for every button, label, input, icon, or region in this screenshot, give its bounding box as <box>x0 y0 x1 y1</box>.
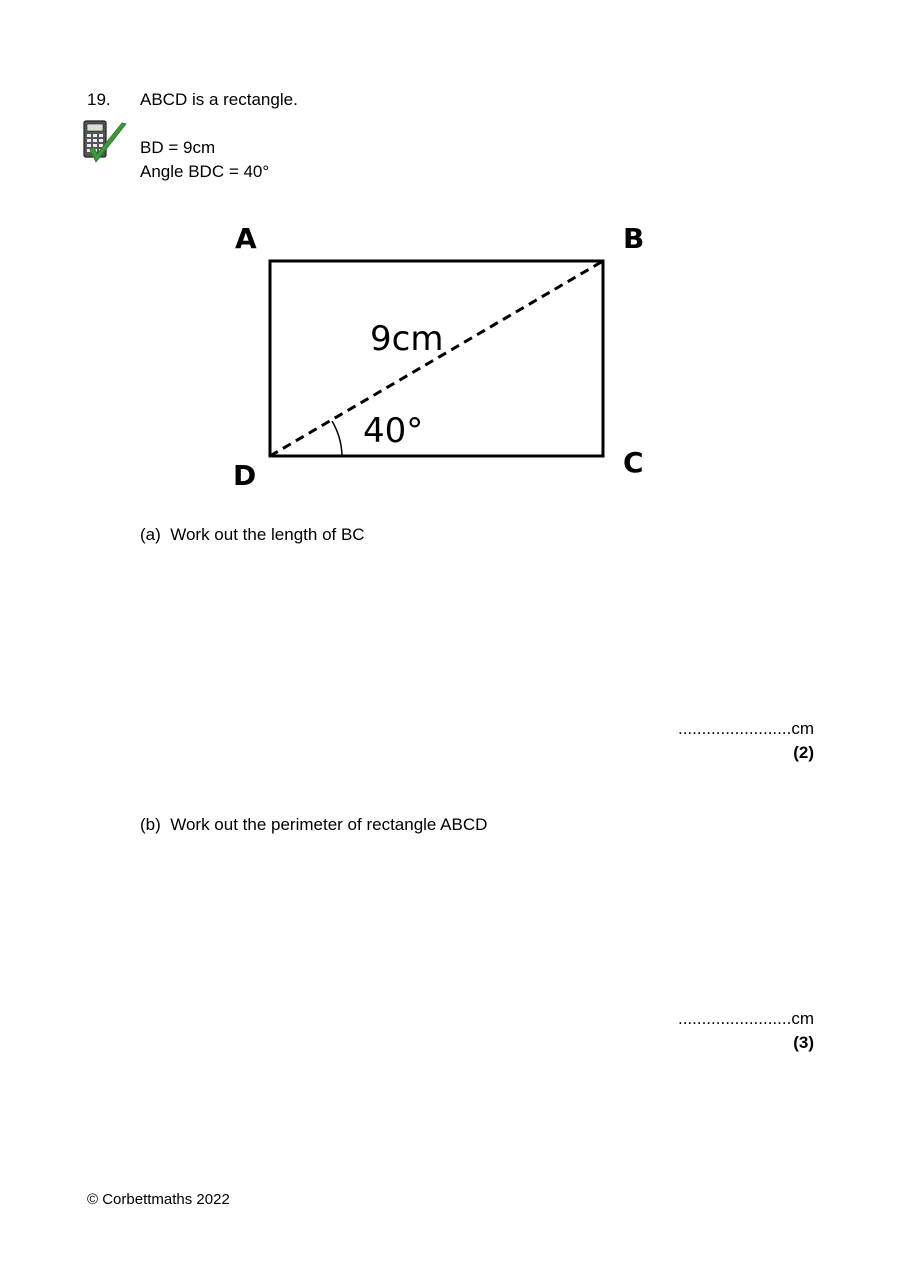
copyright-footer: © Corbettmaths 2022 <box>87 1191 230 1208</box>
part-a-marks: (2) <box>793 743 814 762</box>
part-a-answer-line[interactable]: ........................cm <box>677 719 814 738</box>
given-bd-length: BD = 9cm <box>140 138 216 157</box>
part-b-label: (b) <box>140 815 161 834</box>
vertex-label-b: B <box>623 222 645 255</box>
diagonal-length-label: 9cm <box>370 319 444 359</box>
rectangle-diagram <box>225 215 655 495</box>
angle-arc-bdc <box>332 421 342 456</box>
given-angle-bdc: Angle BDC = 40° <box>140 162 270 181</box>
question-stem: ABCD is a rectangle. <box>140 90 298 109</box>
part-a-prompt <box>140 525 365 545</box>
part-a-label: (a) <box>140 525 161 544</box>
vertex-label-d: D <box>233 459 257 492</box>
part-b-prompt <box>140 815 487 835</box>
vertex-label-c: C <box>623 446 644 479</box>
question-number: 19. <box>87 90 111 109</box>
angle-label: 40° <box>363 411 424 451</box>
part-a-text: Work out the length of BC <box>170 525 365 544</box>
part-b-marks: (3) <box>793 1033 814 1052</box>
part-b-text: Work out the perimeter of rectangle ABCD <box>170 815 488 834</box>
calculator-allowed-icon <box>82 120 128 164</box>
vertex-label-a: A <box>235 222 257 255</box>
part-b-answer-line[interactable]: ........................cm <box>677 1009 814 1028</box>
